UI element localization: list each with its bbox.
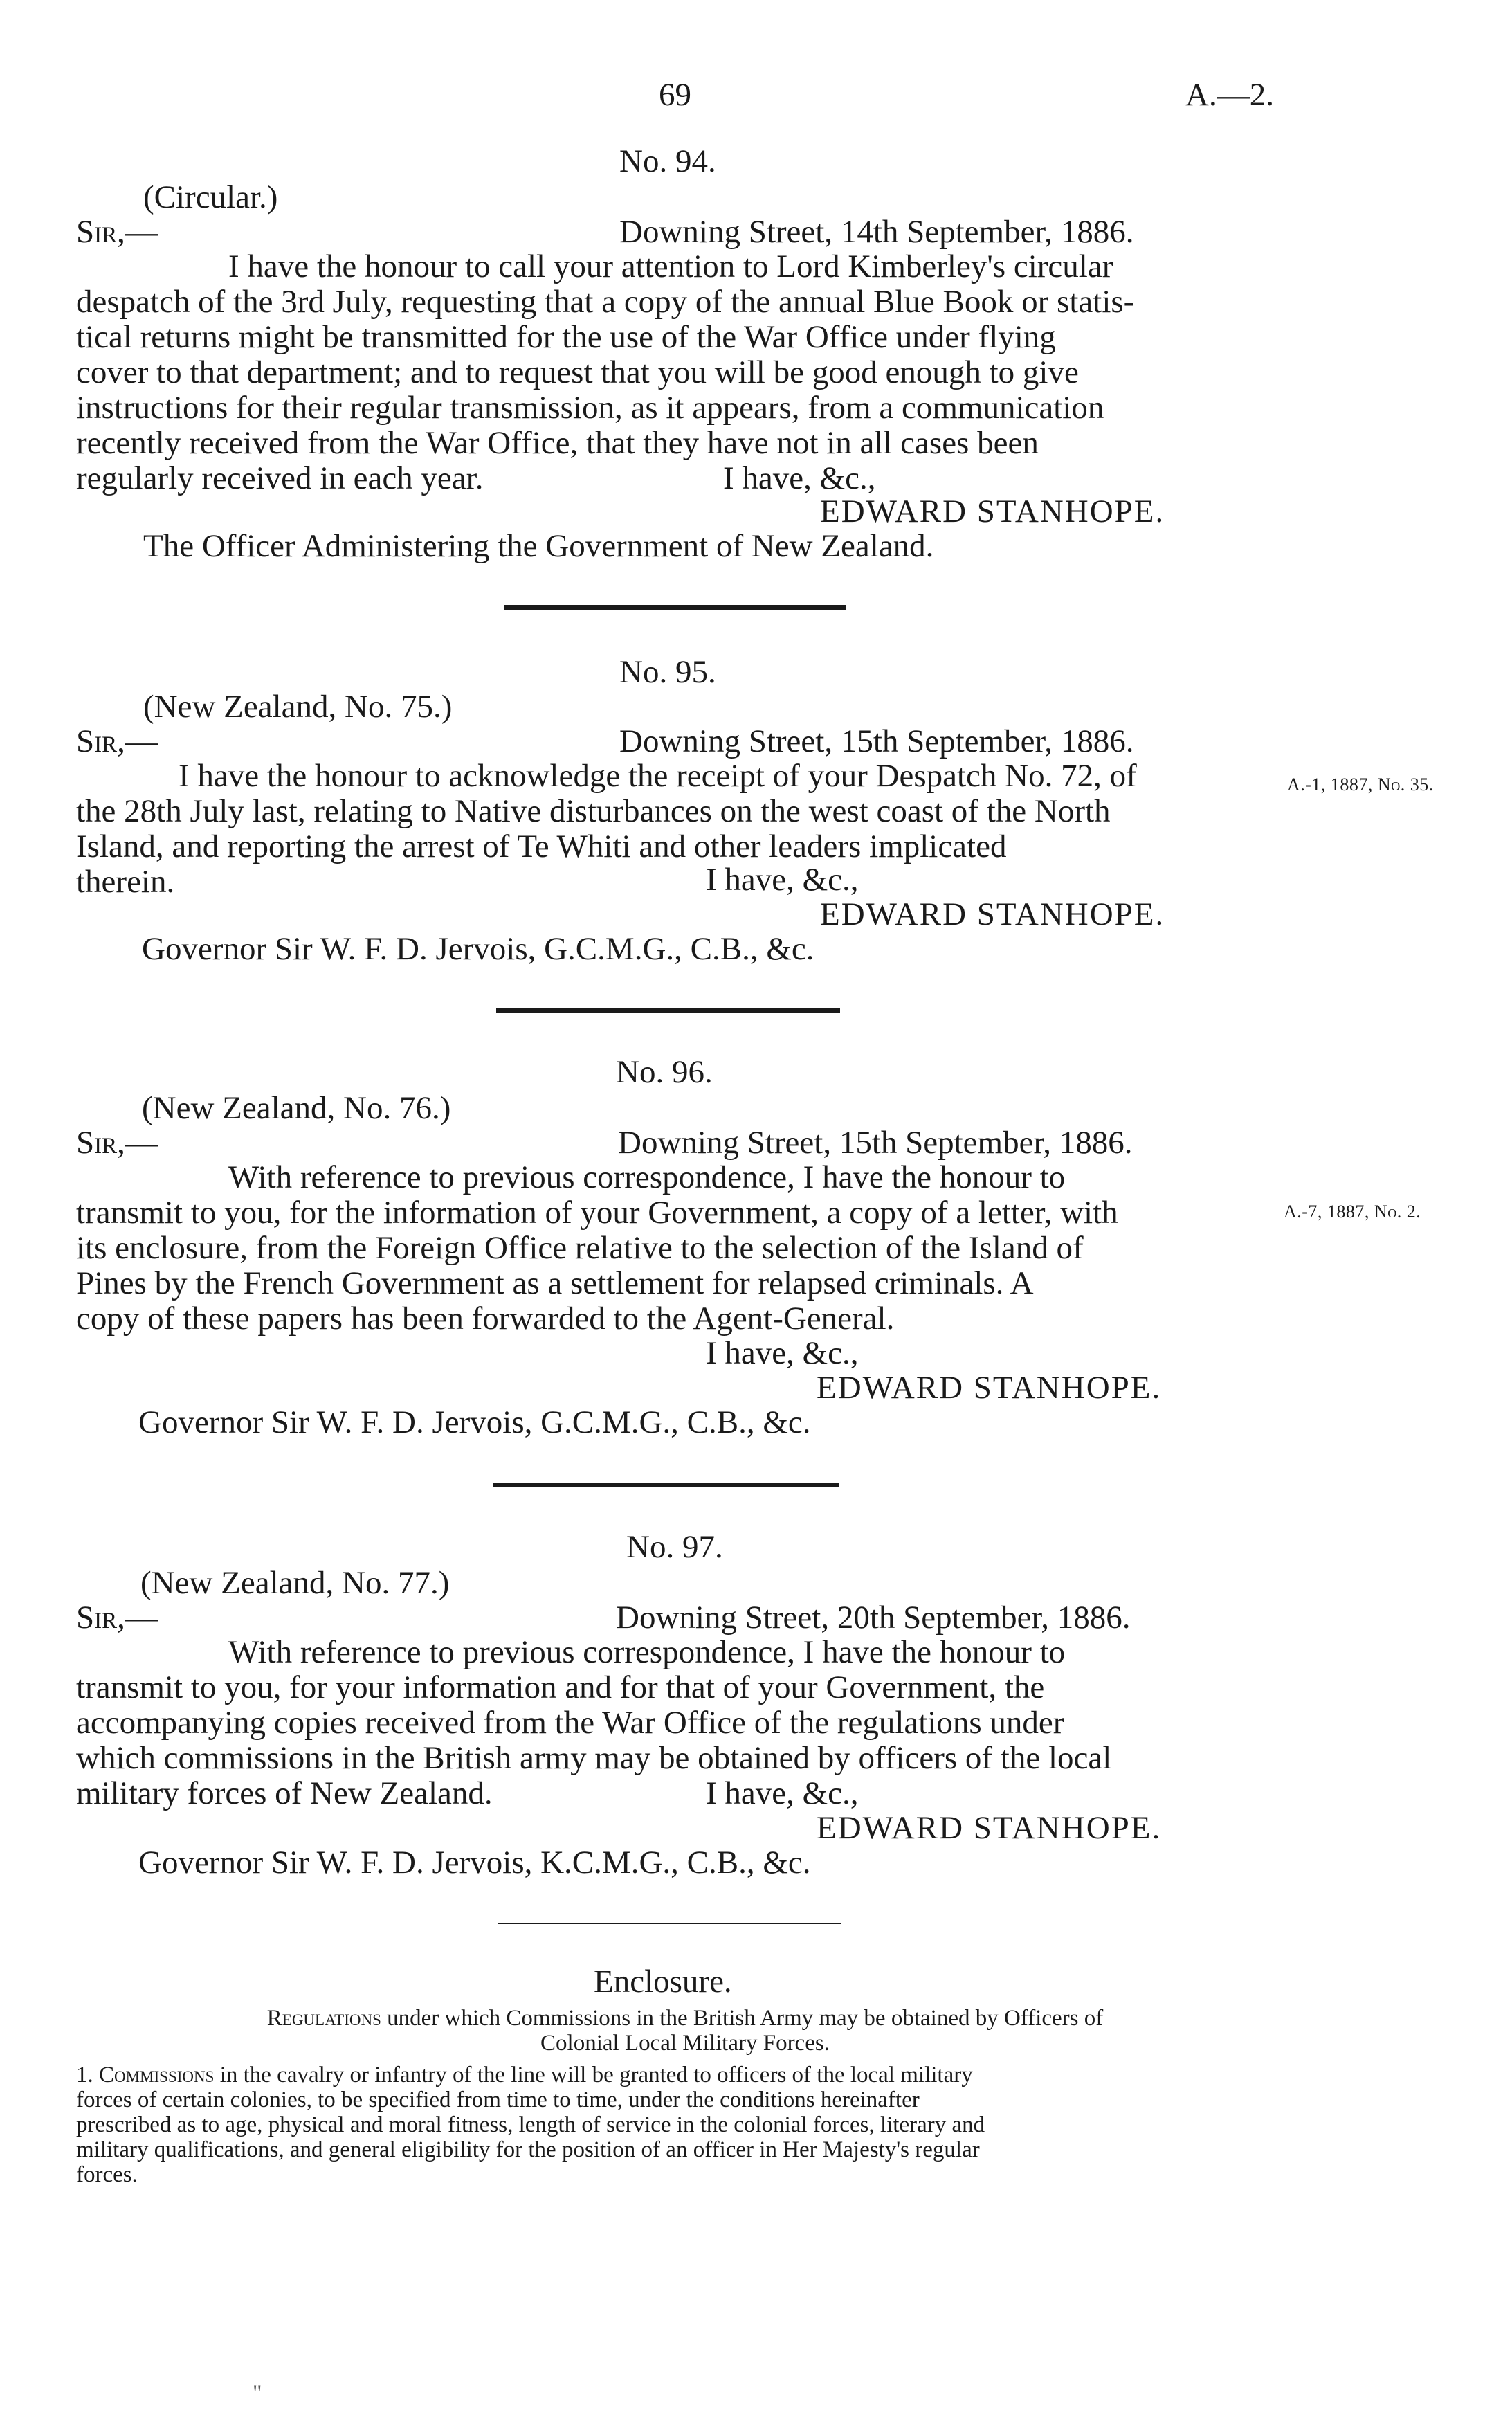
body-line: its enclosure, from the Foreign Office relative to the selection of the Island of xyxy=(76,1230,1084,1266)
section-divider xyxy=(504,605,846,610)
body-line: transmit to you, for the information of your Government, a copy of a letter, with xyxy=(76,1195,1118,1231)
addressee: Governor Sir W. F. D. Jervois, G.C.M.G., C.B., &c. xyxy=(142,931,814,967)
body-line: I have the honour to acknowledge the receipt of your Despatch No. 72, of xyxy=(179,758,1137,794)
section-divider xyxy=(493,1483,839,1487)
paragraph-line: forces. xyxy=(76,2162,138,2187)
enclosure-title-line: Colonial Local Military Forces. xyxy=(540,2031,830,2056)
enclosure-divider xyxy=(498,1923,841,1924)
letter-body xyxy=(76,1160,1280,1337)
place-date: Downing Street, 15th September, 1886. xyxy=(618,1125,1133,1161)
letter-series: (Circular.) xyxy=(143,179,278,215)
place-date: Downing Street, 20th September, 1886. xyxy=(616,1600,1131,1636)
body-line: I have the honour to call your attention to Lord Kimberley's circular xyxy=(228,248,1113,284)
enclosure-heading: Enclosure. xyxy=(594,1964,732,2000)
signature: EDWARD STANHOPE. xyxy=(817,1370,1162,1406)
margin-reference: A.-7, 1887, No. 2. xyxy=(1284,1202,1421,1222)
body-line: Pines by the French Government as a settlement for relapsed criminals. A xyxy=(76,1265,1034,1301)
signature: EDWARD STANHOPE. xyxy=(820,896,1165,932)
paragraph-lead: 1. Commissions xyxy=(76,2063,215,2087)
signature: EDWARD STANHOPE. xyxy=(817,1810,1162,1846)
body-line: cover to that department; and to request that you will be good enough to give xyxy=(76,354,1079,390)
body-line: therein. xyxy=(76,864,175,900)
place-date: Downing Street, 14th September, 1886. xyxy=(619,214,1134,250)
body-line: Island, and reporting the arrest of Te Whiti and other leaders implicated xyxy=(76,828,1007,864)
body-line: despatch of the 3rd July, requesting that a copy of the annual Blue Book or statis- xyxy=(76,284,1135,320)
closing: I have, &c., xyxy=(723,460,876,496)
enclosure-title-line: under which Commissions in the British Army may be obtained by Officers of xyxy=(387,2006,1104,2031)
signature: EDWARD STANHOPE. xyxy=(820,493,1165,529)
letter-series: (New Zealand, No. 76.) xyxy=(142,1090,451,1126)
letter-body xyxy=(76,249,1284,496)
paragraph-line: forces of certain colonies, to be specified from time to time, under the conditions hereinafter xyxy=(76,2087,920,2112)
body-line: the 28th July last, relating to Native disturbances on the west coast of the North xyxy=(76,793,1111,829)
place-date: Downing Street, 15th September, 1886. xyxy=(619,723,1134,759)
letter-series: (New Zealand, No. 77.) xyxy=(140,1565,450,1601)
body-line: tical returns might be transmitted for the use of the War Office under flying xyxy=(76,319,1056,355)
letter-body xyxy=(76,759,1280,900)
margin-reference: A.-1, 1887, No. 35. xyxy=(1287,774,1434,795)
letter-number: No. 94. xyxy=(619,143,716,179)
letter-number: No. 96. xyxy=(616,1054,713,1090)
letter-number: No. 95. xyxy=(619,654,716,690)
addressee: Governor Sir W. F. D. Jervois, G.C.M.G., C.B., &c. xyxy=(138,1404,811,1440)
paragraph-line: military qualifications, and general eligibility for the position of an officer in Her Majesty's regular xyxy=(76,2137,980,2162)
body-line: copy of these papers has been forwarded to the Agent-General. xyxy=(76,1301,895,1337)
letter-number: No. 97. xyxy=(626,1529,723,1565)
body-line: recently received from the War Office, that they have not in all cases been xyxy=(76,425,1039,461)
closing: I have, &c., xyxy=(706,862,859,898)
salutation: Sir,— xyxy=(76,723,158,759)
letter-body xyxy=(76,1635,1280,1811)
closing: I have, &c., xyxy=(706,1335,859,1371)
body-line: which commissions in the British army may be obtained by officers of the local xyxy=(76,1740,1112,1776)
paragraph-line xyxy=(76,2063,1280,2087)
body-line: With reference to previous correspondence, I have the honour to xyxy=(228,1159,1066,1195)
document-reference: A.—2. xyxy=(1185,77,1274,113)
body-line: accompanying copies received from the War Office of the regulations under xyxy=(76,1705,1064,1741)
body-line: regularly received in each year. xyxy=(76,460,484,496)
paragraph-text: in the cavalry or infantry of the line will be granted to officers of the local military xyxy=(219,2063,973,2087)
body-line: With reference to previous correspondence, I have the honour to xyxy=(228,1634,1066,1670)
body-line: instructions for their regular transmission, as it appears, from a communication xyxy=(76,390,1104,426)
letter-series: (New Zealand, No. 75.) xyxy=(143,689,453,725)
section-divider xyxy=(496,1008,840,1013)
addressee: The Officer Administering the Government of New Zealand. xyxy=(143,528,934,564)
body-line: transmit to you, for your information and for that of your Government, the xyxy=(76,1669,1045,1705)
enclosure-paragraph xyxy=(76,2063,1280,2187)
salutation: Sir,— xyxy=(76,214,158,250)
salutation: Sir,— xyxy=(76,1125,158,1161)
body-line: military forces of New Zealand. xyxy=(76,1775,493,1811)
addressee: Governor Sir W. F. D. Jervois, K.C.M.G., C.B., &c. xyxy=(138,1845,811,1881)
paragraph-line: prescribed as to age, physical and moral fitness, length of service in the colonial forces, literary and xyxy=(76,2112,985,2137)
page-number: 69 xyxy=(659,77,691,113)
salutation: Sir,— xyxy=(76,1600,158,1636)
footer-mark: " xyxy=(253,2381,262,2406)
enclosure-title-lead: Regulations xyxy=(266,2006,381,2031)
enclosure-title xyxy=(93,2006,1277,2056)
closing: I have, &c., xyxy=(706,1775,859,1811)
